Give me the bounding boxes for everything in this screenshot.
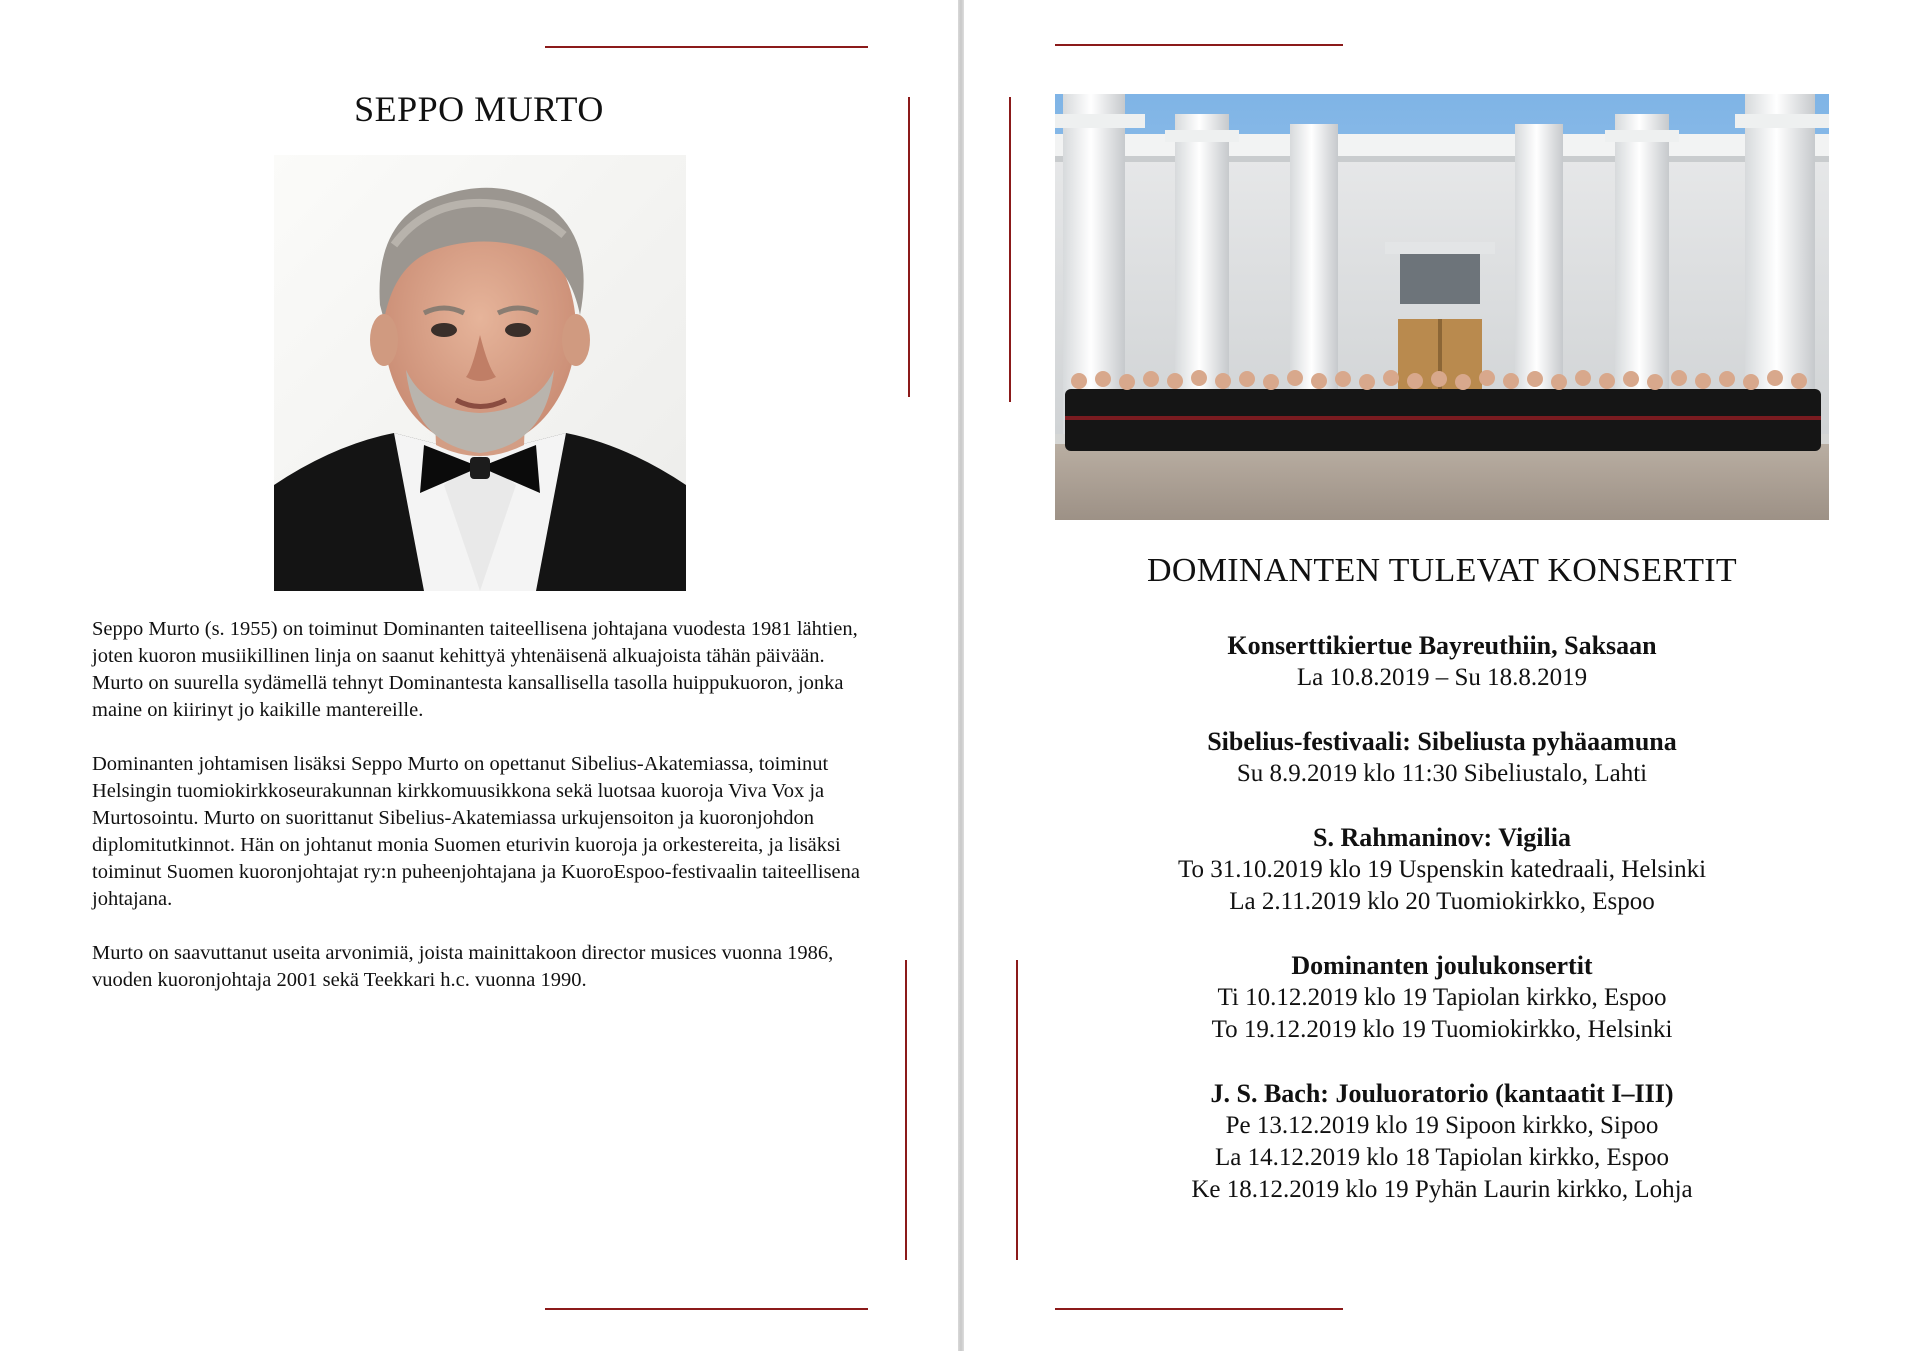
concert-item — [964, 822, 1920, 918]
choir-photo — [1055, 94, 1829, 520]
top-rule — [1055, 44, 1343, 46]
biography — [92, 616, 862, 1021]
concert-title: Dominanten joulukonsertit — [1291, 951, 1593, 980]
concert-title: Sibelius-festivaali: Sibeliusta pyhäaamuna — [1207, 727, 1677, 756]
concert-date: To 19.12.2019 klo 19 Tuomiokirkko, Helsinki — [1211, 1016, 1673, 1043]
concert-date: La 2.11.2019 klo 20 Tuomiokirkko, Espoo — [1229, 888, 1655, 915]
concert-date: Ti 10.12.2019 klo 19 Tapiolan kirkko, Espoo — [1217, 984, 1667, 1011]
concert-date: Ke 18.12.2019 klo 19 Pyhän Laurin kirkko, Lohja — [1191, 1176, 1693, 1203]
bottom-rule — [545, 1308, 868, 1310]
right-vertical-rule-upper — [908, 97, 910, 397]
concert-title: Konserttikiertue Bayreuthiin, Saksaan — [1227, 631, 1657, 660]
page-title: SEPPO MURTO — [354, 89, 604, 129]
left-page — [0, 0, 958, 1351]
concert-item — [964, 630, 1920, 694]
concerts-heading: DOMINANTEN TULEVAT KONSERTIT — [1146, 552, 1737, 589]
concert-title: S. Rahmaninov: Vigilia — [1313, 823, 1571, 852]
concert-item — [964, 950, 1920, 1046]
concert-date: La 14.12.2019 klo 18 Tapiolan kirkko, Espoo — [1215, 1144, 1669, 1171]
bottom-rule — [1055, 1308, 1343, 1310]
left-vertical-rule-upper — [1009, 97, 1011, 402]
concert-date: Su 8.9.2019 klo 11:30 Sibeliustalo, Lahti — [1236, 760, 1648, 787]
concert-date: La 10.8.2019 – Su 18.8.2019 — [1296, 664, 1588, 691]
concert-list — [964, 630, 1920, 1238]
right-vertical-rule-lower — [905, 960, 907, 1260]
concert-title: J. S. Bach: Jouluoratorio (kantaatit I–III) — [1210, 1079, 1674, 1108]
bio-paragraph: Seppo Murto (s. 1955) on toiminut Dominanten taiteellisena johtajana vuodesta 1981 lähtien, joten kuoron musiikillinen linja on saanut kehittyä yhtenäisenä alkuajoista tähän päivään. Murto on suurella sydämellä tehnyt Dominantesta kansallisella tasolla huippukuoron, jonka maine on kiirinyt jo kaikille mantereille. — [92, 618, 858, 721]
portrait-photo — [274, 155, 686, 591]
concert-date: To 31.10.2019 klo 19 Uspenskin katedraali, Helsinki — [1177, 856, 1707, 883]
concert-date: Pe 13.12.2019 klo 19 Sipoon kirkko, Sipoo — [1225, 1112, 1659, 1139]
right-page — [964, 0, 1920, 1351]
concert-item — [964, 726, 1920, 790]
concert-item — [964, 1078, 1920, 1206]
bio-paragraph: Murto on saavuttanut useita arvonimiä, joista mainittakoon director musices vuonna 1986, vuoden kuoronjohtaja 2001 sekä Teekkari h.c. vuonna 1990. — [92, 942, 834, 991]
top-rule — [545, 46, 868, 48]
bio-paragraph: Dominanten johtamisen lisäksi Seppo Murto on opettanut Sibelius-Akatemiassa, toiminut Helsingin tuomiokirkkoseurakunnan kirkkomuusikkona sekä luotsaa kuoroja Viva Vox ja Murtosointu. Murto on suorittanut Sibelius-Akatemiassa urkujensoiton ja kuoronjohdon diplomitutkinnot. Hän on johtanut monia Suomen eturivin kuoroja ja orkestereita, ja lisäksi toiminut Suomen kuoronjohtajat ry:n puheenjohtajana ja KuoroEspoo-festivaalin taiteellisena johtajana. — [92, 753, 860, 910]
